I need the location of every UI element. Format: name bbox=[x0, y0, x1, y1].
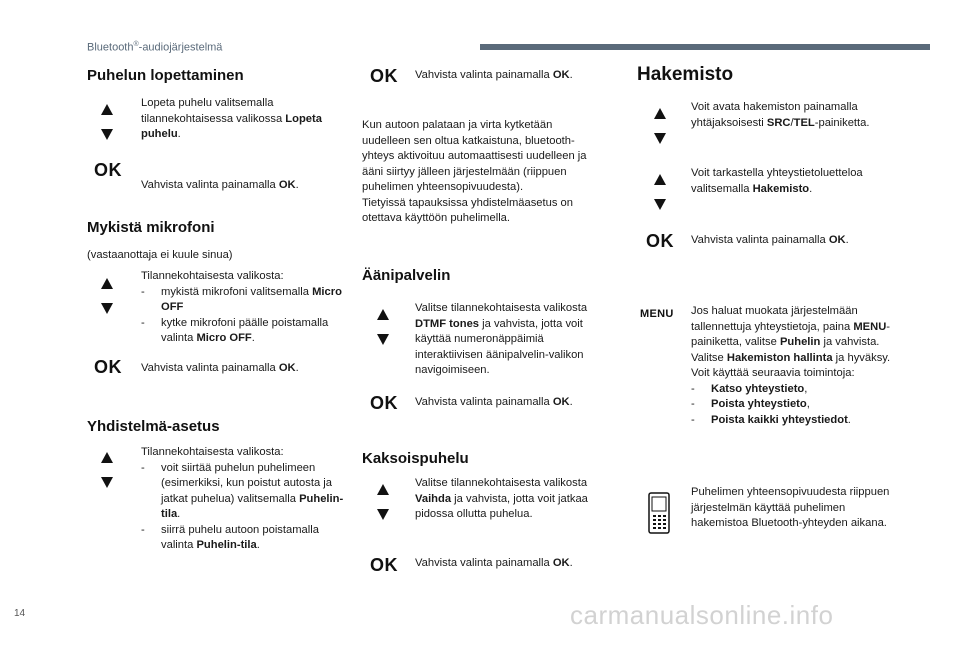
watermark: carmanualsonline.info bbox=[570, 600, 834, 630]
voice-server-confirm-text: Vahvista valinta painamalla OK. bbox=[415, 396, 573, 408]
directory-browse-text: Voit tarkastella yhteystietoluetteloa valitsemalla Hakemisto. bbox=[691, 167, 863, 195]
list-item: - siirrä puhelu autoon poistamalla valinta Puhelin-tila. bbox=[141, 523, 319, 551]
list-item: - Poista kaikki yhteystiedot. bbox=[691, 413, 851, 426]
combination-block bbox=[141, 445, 346, 554]
up-down-arrows-icon bbox=[99, 104, 115, 140]
up-down-arrows-icon bbox=[375, 309, 391, 345]
list-item: - kytke mikrofoni päälle poistamalla valinta Micro OFF. bbox=[141, 316, 329, 344]
combination-lead: Tilannekohtaisesta valikosta: bbox=[141, 446, 284, 458]
directory-open-text: Voit avata hakemiston painamalla yhtäjaksoisesti SRC/TEL-painiketta. bbox=[691, 101, 870, 129]
header-title: Bluetooth®-audiojärjestelmä bbox=[87, 41, 223, 54]
menu-button-icon: MENU bbox=[640, 308, 674, 320]
list-item: - voit siirtää puhelun puhelimeen (esimerkiksi, kun poistut autosta ja jatkat puhelua) valitsemalla Puhelin-tila. bbox=[141, 461, 344, 520]
list-item: - mykistä mikrofoni valitsemalla Micro OFF bbox=[141, 285, 342, 313]
phone-icon bbox=[648, 492, 670, 534]
mute-mic-confirm-text: Vahvista valinta painamalla OK. bbox=[141, 362, 299, 374]
mute-mic-lead: Tilannekohtaisesta valikosta: bbox=[141, 270, 284, 282]
up-down-arrows-icon bbox=[99, 452, 115, 488]
section-title-end-call: Puhelun lopettaminen bbox=[87, 67, 244, 84]
directory-confirm-text: Vahvista valinta painamalla OK. bbox=[691, 234, 849, 246]
reconnect-paragraph: Kun autoon palataan ja virta kytketään uudelleen sen oltua katkaistuna, bluetooth-yhteys aktivoituu automaattisesti uudelleen ja ääni siirtyy jälleen järjestelmään (riippuen puhelimen yhteensopivuudesta). Tietyissä tapauksissa yhdistelmäasetus on otettava käyttöön puhelimella. bbox=[362, 119, 587, 224]
up-down-arrows-icon bbox=[375, 484, 391, 520]
section-title-directory: Hakemisto bbox=[637, 64, 734, 85]
mute-mic-block bbox=[141, 269, 346, 347]
up-down-arrows-icon bbox=[99, 278, 115, 314]
list-item: - Katso yhteystieto, bbox=[691, 382, 808, 395]
section-title-mute-mic: Mykistä mikrofoni bbox=[87, 219, 215, 236]
directory-manage-text-b: Valitse Hakemiston hallinta ja hyväksy. bbox=[691, 351, 891, 364]
directory-manage-text-a: Jos haluat muokata järjestelmään tallennettuja yhteystietoja, paina MENU-painiketta, valitse Puhelin ja vahvista. bbox=[691, 305, 891, 348]
section-title-combination: Yhdistelmä-asetus bbox=[87, 418, 220, 435]
ok-button-icon: OK bbox=[94, 160, 122, 180]
directory-manage-block bbox=[691, 304, 896, 428]
section-title-dual-call: Kaksoispuhelu bbox=[362, 450, 469, 467]
dual-call-text: Valitse tilannekohtaisesta valikosta Vaihda ja vahvista, jotta voit jatkaa pidossa ollutta puhelua. bbox=[415, 477, 588, 520]
ok-button-icon: OK bbox=[94, 357, 122, 377]
ok-button-icon: OK bbox=[370, 66, 398, 86]
directory-bluetooth-text: Puhelimen yhteensopivuudesta riippuen järjestelmän käyttää puhelimen hakemistoa Bluetooth-yhteyden aikana. bbox=[691, 486, 890, 529]
ok-button-icon: OK bbox=[370, 393, 398, 413]
section-title-voice-server: Äänipalvelin bbox=[362, 267, 451, 284]
mute-mic-intro: (vastaanottaja ei kuule sinua) bbox=[87, 249, 233, 261]
end-call-confirm-text: Vahvista valinta painamalla OK. bbox=[141, 179, 299, 191]
directory-manage-text-c: Voit käyttää seuraavia toimintoja: bbox=[691, 367, 855, 379]
header-bar bbox=[480, 44, 930, 50]
dual-call-confirm-text: Vahvista valinta painamalla OK. bbox=[415, 557, 573, 569]
page-number: 14 bbox=[14, 608, 26, 619]
ok-button-icon: OK bbox=[370, 555, 398, 575]
up-down-arrows-icon bbox=[652, 174, 668, 210]
voice-server-text: Valitse tilannekohtaisesta valikosta DTMF tones ja vahvista, jotta voit käyttää numeronäppäimiä interaktiivisen äänipalvelin-valikon navigoimiseen. bbox=[415, 302, 588, 376]
end-call-text: Lopeta puhelu valitsemalla tilannekohtaisessa valikossa Lopeta puhelu. bbox=[141, 97, 322, 140]
up-down-arrows-icon bbox=[652, 108, 668, 144]
ok-button-icon: OK bbox=[646, 231, 674, 251]
combination-confirm-text: Vahvista valinta painamalla OK. bbox=[415, 69, 573, 81]
list-item: - Poista yhteystieto, bbox=[691, 398, 810, 410]
